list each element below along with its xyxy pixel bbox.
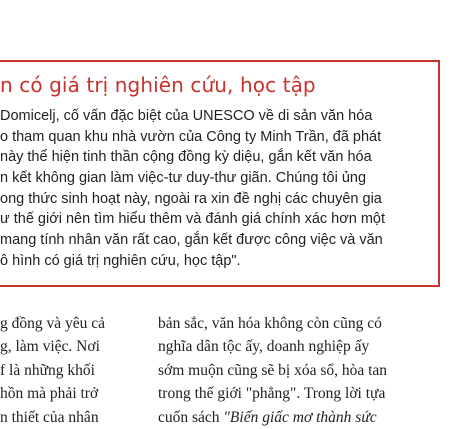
quote-line: ô hình có giá trị nghiên cứu, học tập". <box>0 252 241 269</box>
body-line: g đồng và yêu cả <box>0 315 106 332</box>
quote-line: mang tính nhân văn rất cao, gắn kết được công việc và văn <box>0 232 383 249</box>
body-column-left <box>0 312 145 429</box>
body-line: trong thế giới "phẳng". Trong lời tựa <box>158 385 386 403</box>
body-line: n thiết của nhân <box>0 408 99 426</box>
quote-line: này thể hiện tinh thần cộng đồng kỳ diệu, gắn kết văn hóa <box>0 149 372 166</box>
quote-line: ong thức sinh hoạt này, ngoài ra xin đề nghị các chuyên gia <box>0 190 382 207</box>
quote-line: ư thế giới nên tìm hiểu thêm và đánh giá chính xác hơn một <box>0 211 385 228</box>
body-text-plain: cuốn sách <box>158 408 224 426</box>
quote-line: n kết không gian làm việc-tư duy-thư giãn. Chúng tôi ủng <box>0 170 367 187</box>
body-line: f là những khối <box>0 361 95 379</box>
body-column-right <box>158 312 450 429</box>
book-title-italic: "Biến giấc mơ thành sức <box>223 408 377 426</box>
body-line-last <box>158 406 450 429</box>
body-line: bản sắc, văn hóa không còn cũng có <box>158 315 382 332</box>
body-line: hồn mà phải trở <box>0 385 99 403</box>
quote-text <box>0 106 440 272</box>
quote-line: o tham quan khu nhà vườn của Công ty Minh Trần, đã phát <box>0 128 382 145</box>
body-line: g, làm việc. Nơi <box>0 338 100 356</box>
body-line: nghĩa dân tộc ấy, doanh nghiệp ấy <box>158 338 370 356</box>
quote-line: Domicelj, cố vấn đặc biệt của UNESCO về di sản văn hóa <box>0 108 373 124</box>
body-line: sớm muộn cũng sẽ bị xóa sổ, hòa tan <box>158 361 388 379</box>
box-title: n có giá trị nghiên cứu, học tập <box>0 73 316 97</box>
